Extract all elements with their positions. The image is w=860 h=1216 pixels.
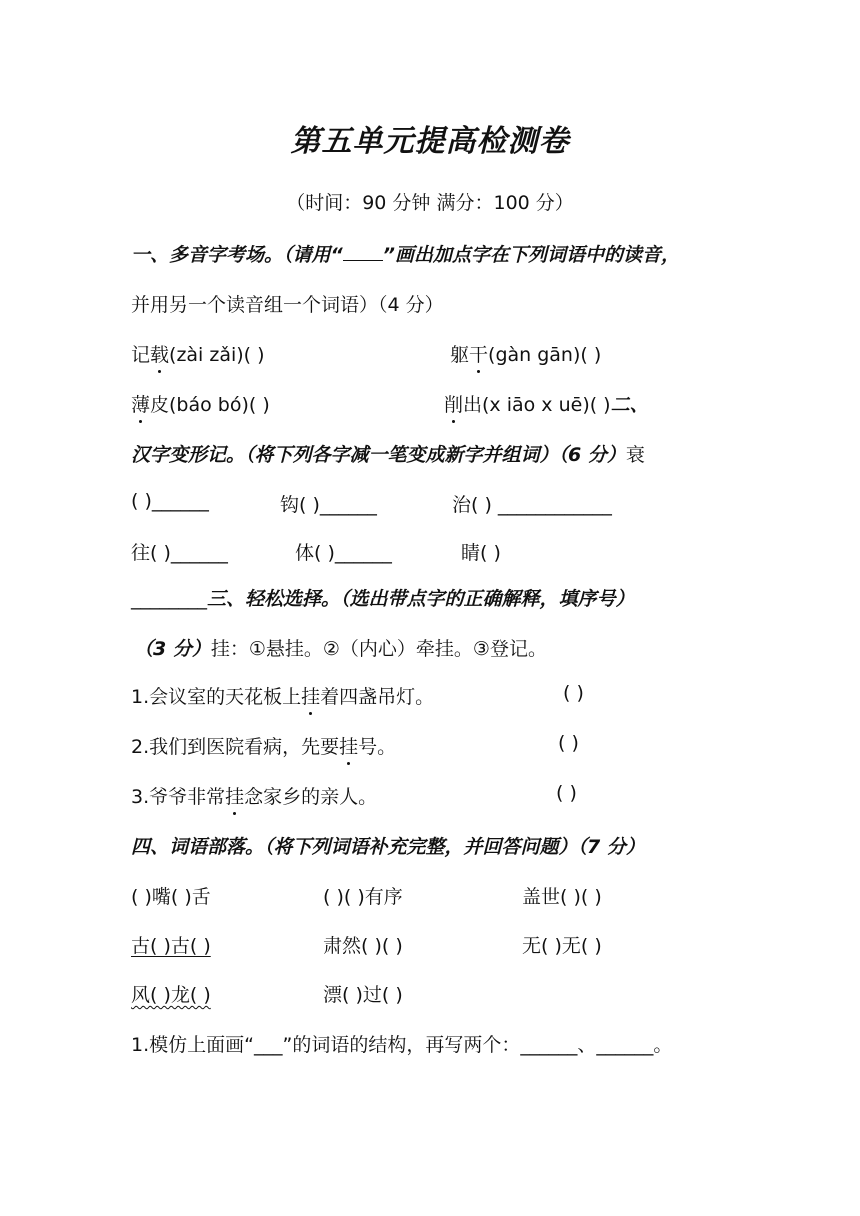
answer-blank: ( )______ — [131, 490, 209, 512]
section4-row3-item1: 风( )龙( ) — [131, 984, 211, 1006]
section3-definition: 挂：①悬挂。②（内心）牵挂。③登记。 — [210, 638, 547, 660]
item-text: 记 — [131, 344, 151, 366]
section3-answer-3: ( ) — [556, 782, 577, 804]
section1-heading-cont: 并用另一个读音组一个词语）（4 分） — [131, 294, 444, 316]
section2-heading-line — [131, 440, 645, 467]
section2-row1 — [131, 490, 209, 512]
section4-row1-item3: 盖世( )( ) — [522, 886, 602, 908]
section3-answer-1: ( ) — [563, 682, 584, 704]
underline-sample — [343, 244, 383, 261]
question-text: 号。 — [358, 736, 397, 758]
section3-heading: 三、轻松选择。（选出带点字的正确解释，填序号） — [207, 588, 635, 610]
item-text: 出(x iāo x uē)( ) — [463, 394, 611, 416]
section4-row2-item3: 无( )无( ) — [522, 935, 602, 957]
item-text: 躯 — [450, 344, 470, 366]
answer-blank: ( )______ — [299, 494, 377, 516]
section4-heading: 四、词语部落。（将下列词语补充完整，并回答问题）（7 分） — [131, 836, 645, 858]
section1-item-1 — [131, 340, 265, 367]
dotted-char: 挂 — [339, 732, 358, 759]
section4-row3-item2: 漂( )过( ) — [323, 984, 403, 1006]
section2-char: 衰 — [625, 444, 645, 466]
section3-question-1 — [131, 682, 434, 709]
section3-answer-2: ( ) — [558, 732, 579, 754]
question-text: 1.会议室的天花板上 — [131, 686, 302, 708]
page-title: 第五单元提高检测卷 — [290, 124, 570, 159]
section4-row1-item1: ( )嘴( )舌 — [131, 886, 211, 908]
dotted-char: 干 — [469, 340, 488, 367]
section3-question-2 — [131, 732, 396, 759]
dotted-char: 载 — [150, 340, 169, 367]
exam-info: （时间：90 分钟 满分：100 分） — [286, 192, 574, 214]
question-text: 2.我们到医院看病，先要 — [131, 736, 340, 758]
question-text: 念家乡的亲人。 — [244, 786, 378, 808]
section2-heading: 汉字变形记。（将下列各字减一笔变成新字并组词）（6 分） — [131, 444, 626, 466]
section2-row1-item2 — [280, 490, 377, 517]
section2-char: 睛 — [461, 542, 481, 564]
question-text: 3.爷爷非常 — [131, 786, 226, 808]
section2-row1-item3 — [452, 490, 612, 517]
section4-row2-item2: 肃然( )( ) — [323, 935, 403, 957]
answer-blank: ( )______ — [314, 542, 392, 564]
dotted-char: 削 — [444, 390, 463, 417]
answer-blank: ( )______ — [150, 542, 228, 564]
section2-heading-lead: 二、 — [610, 394, 649, 416]
section4-question-1: 1.模仿上面画“___”的词语的结构，再写两个：______、______。 — [131, 1034, 673, 1056]
section3-heading-line — [131, 584, 635, 611]
section1-heading-part-a: 一、多音字考场。（请用“ — [131, 244, 343, 266]
section3-score: （3 分） — [134, 638, 211, 660]
section1-item-4 — [444, 390, 649, 417]
section2-char: 体 — [295, 542, 315, 564]
section1-heading — [131, 240, 680, 267]
dotted-char: 挂 — [301, 682, 320, 709]
section3-definition-line — [134, 634, 547, 661]
section2-row2-item3 — [461, 538, 501, 565]
section1-item-2 — [450, 340, 601, 367]
answer-blank: ________ — [131, 588, 207, 610]
section4-row2-item1: 古( )古( ) — [131, 935, 211, 957]
item-text: (gàn gān)( ) — [488, 344, 602, 366]
question-text: 着四盏吊灯。 — [320, 686, 435, 708]
section2-char: 往 — [131, 542, 151, 564]
section1-heading-part-b: ”画出加点字在下列词语中的读音， — [382, 244, 680, 266]
answer-blank: ( ) — [480, 542, 501, 564]
section4-row1-item2: ( )( )有序 — [323, 886, 403, 908]
section2-char: 治 — [452, 494, 472, 516]
section3-question-3 — [131, 782, 377, 809]
section2-row2-item2 — [295, 538, 392, 565]
section2-row2-item1 — [131, 538, 228, 565]
section2-char: 钩 — [280, 494, 300, 516]
answer-blank: ( ) ____________ — [471, 494, 612, 516]
item-text: (zài zǎi)( ) — [169, 344, 265, 366]
item-text: 皮(báo bó)( ) — [150, 394, 270, 416]
dotted-char: 挂 — [225, 782, 244, 809]
section1-item-3 — [131, 390, 270, 417]
dotted-char: 薄 — [131, 390, 150, 417]
